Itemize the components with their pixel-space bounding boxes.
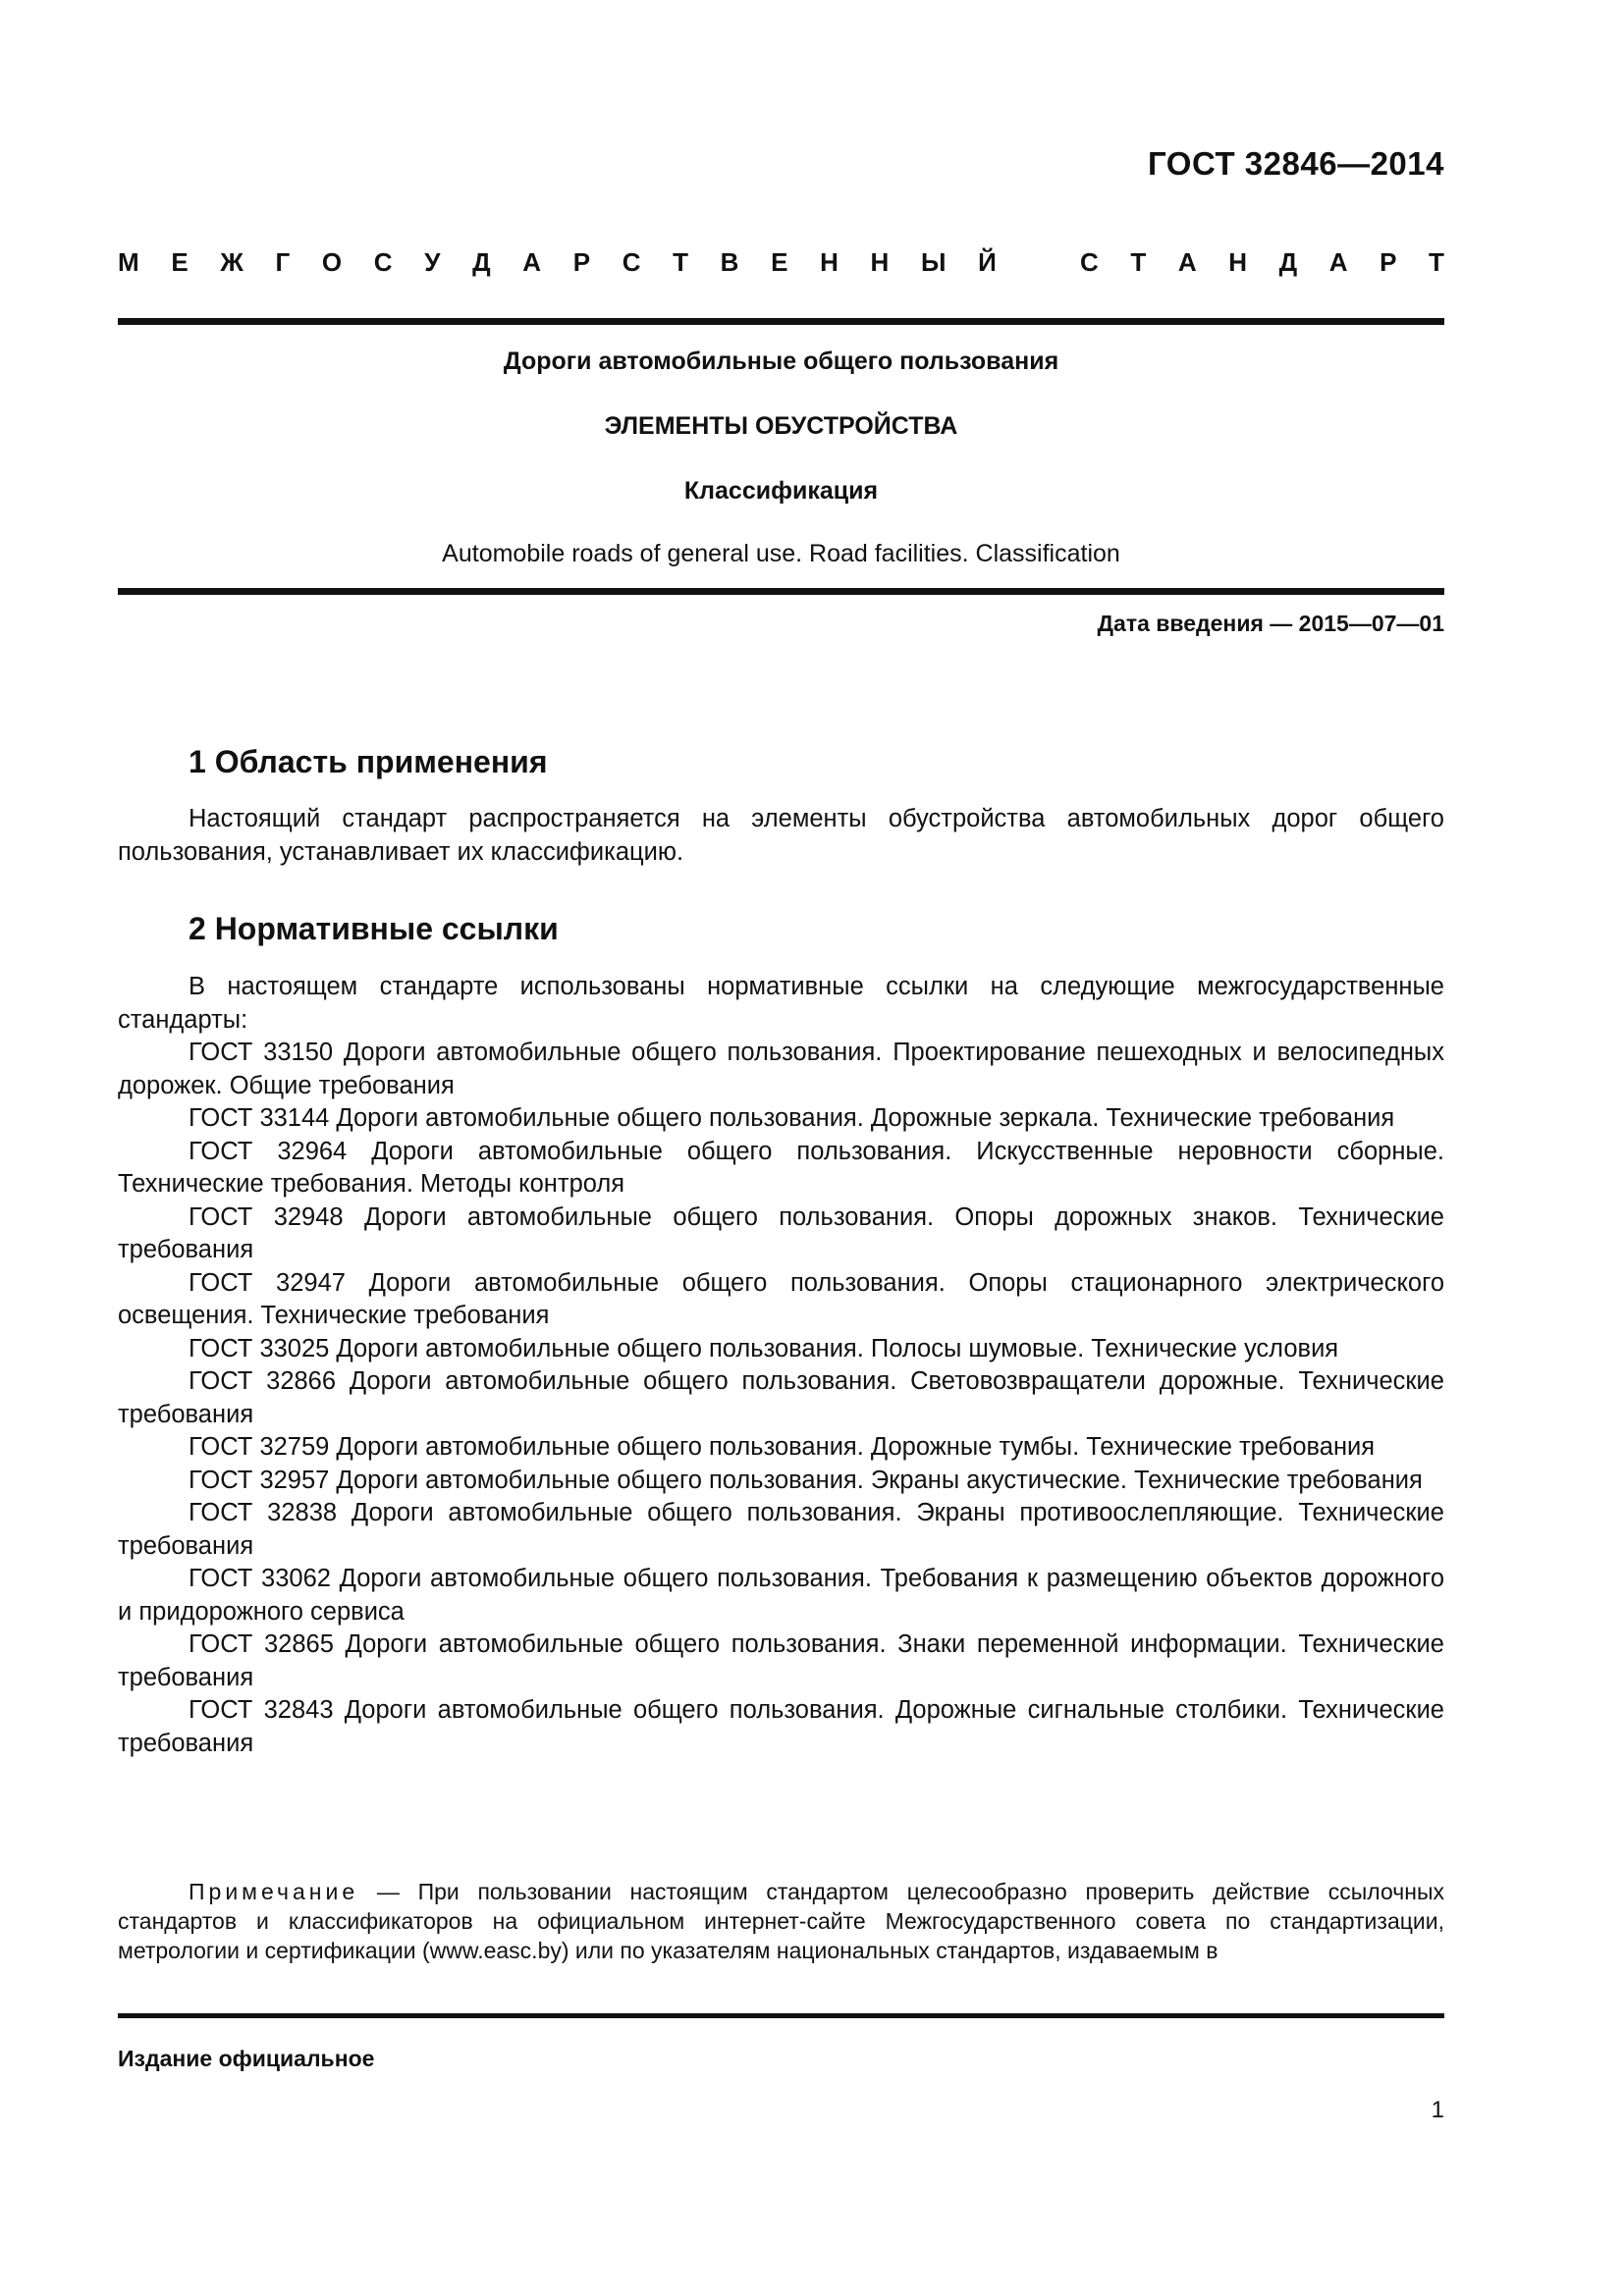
standard-type-letter: Н xyxy=(870,247,890,277)
top-divider xyxy=(118,318,1444,325)
standard-type-letter: Д xyxy=(1278,247,1298,277)
standard-type-letter: С xyxy=(373,247,393,277)
standard-type-letter: М xyxy=(118,247,139,277)
standard-type-letter: Е xyxy=(171,247,189,277)
reference-item: ГОСТ 32957 Дороги автомобильные общего пользования. Экраны акустические. Технические требования xyxy=(189,1466,1423,1494)
references-intro: В настоящем стандарте использованы нормативные ссылки на следующие межгосударственные стандарты: xyxy=(118,973,1444,1034)
reference-item: ГОСТ 32964 Дороги автомобильные общего пользования. Искусственные неровности сборные. Технические требования. Методы контроля xyxy=(118,1137,1444,1198)
standard-type-letter: Д xyxy=(472,247,491,277)
standard-type-letter: Ж xyxy=(220,247,244,277)
title-main: Дороги автомобильные общего пользования xyxy=(503,347,1059,375)
reference-item: ГОСТ 32866 Дороги автомобильные общего пользования. Световозвращатели дорожные. Технические требования xyxy=(118,1367,1444,1428)
footer-divider xyxy=(118,2013,1444,2018)
standard-type-letter: Р xyxy=(1380,247,1397,277)
reference-item: ГОСТ 32948 Дороги автомобильные общего пользования. Опоры дорожных знаков. Технические требования xyxy=(118,1202,1444,1263)
standard-type-letter: Т xyxy=(1130,247,1147,277)
standard-type-letter: А xyxy=(522,247,542,277)
standard-type-letter: В xyxy=(720,247,739,277)
doc-number: ГОСТ 32846—2014 xyxy=(1148,145,1444,182)
reference-item: ГОСТ 33062 Дороги автомобильные общего пользования. Требования к размещению объектов дорожного и придорожного сервиса xyxy=(118,1565,1444,1626)
edition-label: Издание официальное xyxy=(118,2046,375,2071)
scope-paragraph: Настоящий стандарт распространяется на элементы обустройства автомобильных дорог общего пользования, устанавливает их классификацию. xyxy=(118,805,1444,866)
reference-item: ГОСТ 32865 Дороги автомобильные общего пользования. Знаки переменной информации. Технические требования xyxy=(118,1630,1444,1691)
reference-item: ГОСТ 33144 Дороги автомобильные общего пользования. Дорожные зеркала. Технические требования xyxy=(189,1104,1395,1132)
title-classification: Классификация xyxy=(683,477,879,505)
standard-type-letter: Й xyxy=(978,247,997,277)
standard-type-letter: Е xyxy=(771,247,788,277)
standard-type-letter: С xyxy=(622,247,641,277)
standard-type-letter: А xyxy=(1177,247,1197,277)
references-text-block xyxy=(118,971,1444,1760)
scope-text-block xyxy=(118,803,1444,869)
standard-type-letter: С xyxy=(1080,247,1099,277)
standard-type-letter: Т xyxy=(1429,247,1444,277)
section-heading-scope: 1 Область применения xyxy=(189,744,548,779)
note-label: Примечание xyxy=(189,1879,359,1904)
standard-type-letter: Н xyxy=(820,247,839,277)
intro-date: Дата введения — 2015—07—01 xyxy=(1097,611,1444,636)
title-subject: ЭЛЕМЕНТЫ ОБУСТРОЙСТВА xyxy=(604,412,958,440)
standard-type-letter: О xyxy=(321,247,343,277)
title-divider xyxy=(118,588,1444,595)
standard-type-letter: Н xyxy=(1228,247,1248,277)
note-paragraph xyxy=(118,1877,1444,1965)
standard-type-word-2 xyxy=(1080,247,1444,278)
page-number: 1 xyxy=(1431,2097,1444,2123)
reference-item: ГОСТ 33025 Дороги автомобильные общего пользования. Полосы шумовые. Технические условия xyxy=(189,1334,1339,1362)
reference-item: ГОСТ 32759 Дороги автомобильные общего пользования. Дорожные тумбы. Технические требования xyxy=(189,1433,1376,1461)
section-heading-references: 2 Нормативные ссылки xyxy=(189,911,559,946)
standard-type xyxy=(118,247,1444,278)
standard-type-letter: У xyxy=(424,247,441,277)
standard-type-word-1 xyxy=(118,247,997,278)
standard-type-letter: А xyxy=(1328,247,1348,277)
standard-type-letter: Р xyxy=(572,247,591,277)
reference-item: ГОСТ 32843 Дороги автомобильные общего пользования. Дорожные сигнальные столбики. Технические требования xyxy=(118,1696,1444,1757)
standard-type-letter: Ы xyxy=(920,247,947,277)
reference-item: ГОСТ 33150 Дороги автомобильные общего пользования. Проектирование пешеходных и велосипедных дорожек. Общие требования xyxy=(118,1039,1444,1099)
standard-type-letter: Г xyxy=(275,247,291,277)
reference-item: ГОСТ 32838 Дороги автомобильные общего пользования. Экраны противоослепляющие. Технические требования xyxy=(118,1499,1444,1560)
title-english: Automobile roads of general use. Road facilities. Classification xyxy=(442,540,1120,567)
note-text: — При пользовании настоящим стандартом целесообразно проверить действие ссылочных стандартов и классификаторов на официальном интернет-сайте Межгосударственного совета по стандартизации, метрологии и сертификации (www.easc.by) или по указателям национальных стандартов, издаваемым в xyxy=(118,1879,1444,1963)
standard-type-letter: Т xyxy=(673,247,689,277)
reference-item: ГОСТ 32947 Дороги автомобильные общего пользования. Опоры стационарного электрического освещения. Технические требования xyxy=(118,1268,1444,1329)
